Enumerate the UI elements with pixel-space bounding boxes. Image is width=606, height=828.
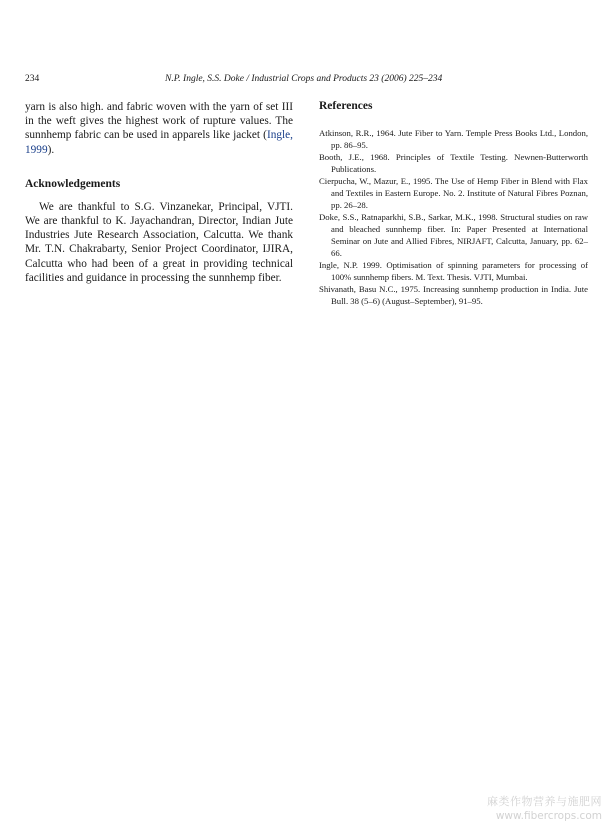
reference-item: Ingle, N.P. 1999. Optimisation of spinning parameters for processing of 100% sunnhemp fibers. M. Text. Thesis. VJTI, Mumbai.	[319, 260, 588, 282]
reference-item: Cierpucha, W., Mazur, E., 1995. The Use of Hemp Fiber in Blend with Flax and Textiles in Eastern Europe. No. 2. Institute of Natural Fibres Poznan, pp. 26–28.	[319, 176, 588, 210]
citation-link-ingle-1999[interactable]: Ingle, 1999	[25, 129, 293, 156]
right-column	[319, 100, 588, 307]
intro-text-after-link: ).	[47, 143, 55, 156]
references-heading: References	[319, 100, 373, 112]
site-watermark	[487, 793, 602, 822]
intro-paragraph	[25, 100, 293, 157]
reference-item: Doke, S.S., Ratnaparkhi, S.B., Sarkar, M.K., 1998. Structural studies on raw and bleached sunnhemp fiber. In: Paper Presented at International Seminar on Jute and Allied Fibres, NIRJAFT, Calcutta, January, pp. 62–66.	[319, 212, 588, 258]
running-title: N.P. Ingle, S.S. Doke / Industrial Crops and Products 23 (2006) 225–234	[165, 74, 443, 84]
watermark-chinese-text: 麻类作物营养与施肥网	[487, 795, 602, 808]
reference-item: Shivanath, Basu N.C., 1975. Increasing sunnhemp production in India. Jute Bull. 38 (5–6) (August–September), 91–95.	[319, 284, 588, 306]
acknowledgements-heading: Acknowledgements	[25, 177, 121, 190]
page-header	[25, 74, 595, 88]
left-column	[25, 100, 293, 285]
reference-item: Atkinson, R.R., 1964. Jute Fiber to Yarn. Temple Press Books Ltd., London, pp. 86–95.	[319, 128, 588, 150]
watermark-url: www.fibercrops.com	[495, 810, 602, 822]
intro-text-before-link: yarn is also high. and fabric woven with the yarn of set III in the weft gives the highest work of rupture values. The sunnhemp fabric can be used in apparels like jacket (	[25, 101, 293, 142]
acknowledgements-paragraph: We are thankful to S.G. Vinzanekar, Principal, VJTI. We are thankful to K. Jayachandran, Director, Indian Jute Industries Jute Research Association, Calcutta. We thank Mr. T.N. Chakrabarty, Senior Project Coordinator, IJIRA, Calcutta who had been of a great in providing technical facilities and guidance in processing the sunnhemp fiber.	[25, 200, 293, 284]
reference-list	[319, 127, 588, 307]
page-number: 234	[25, 74, 40, 84]
reference-item: Booth, J.E., 1968. Principles of Textile Testing. Newnen-Butterworth Publications.	[319, 152, 588, 174]
